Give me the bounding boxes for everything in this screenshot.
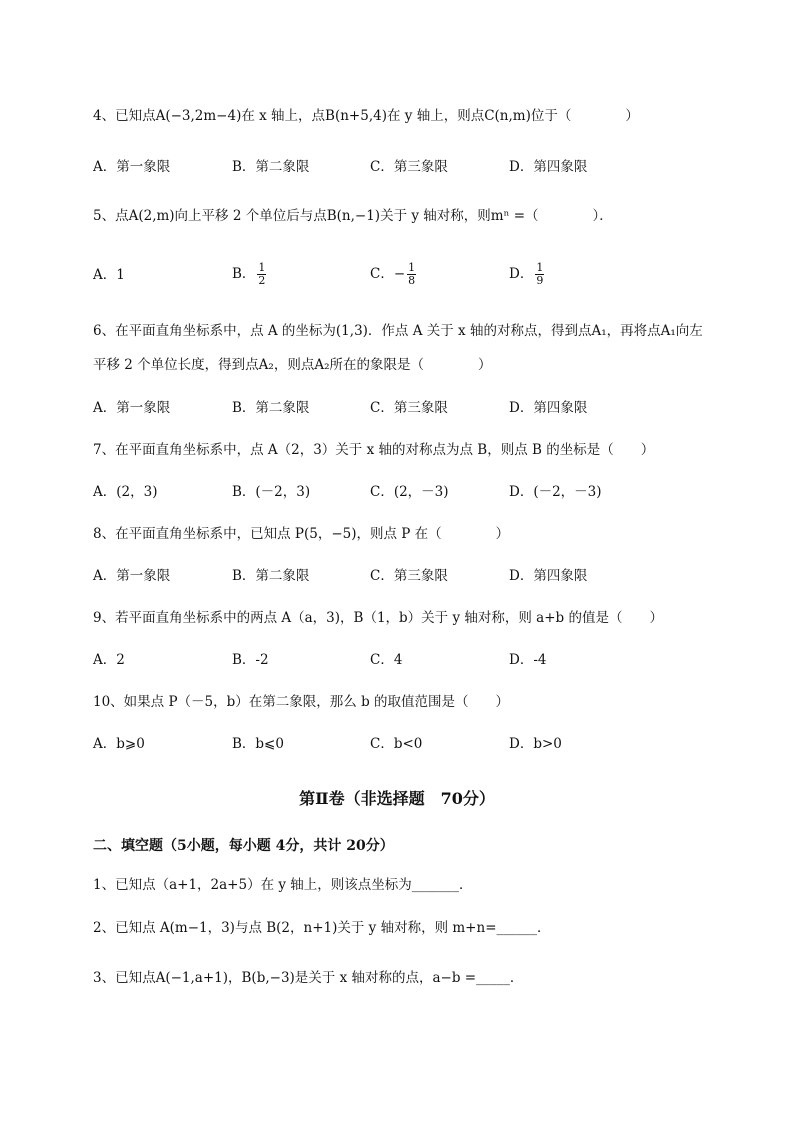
question-6-stem-line-1: 6、在平面直角坐标系中，点 A 的坐标为(1,3)．作点 A 关于 x 轴的对称点，得到点A₁，再将点A₁向左 bbox=[93, 323, 703, 339]
fill-blank-1: 1、已知点（a+1，2a+5）在 y 轴上，则该点坐标为_______． bbox=[93, 877, 473, 893]
option-d: D．(－2，－3) bbox=[509, 484, 602, 500]
question-8-stem: 8、在平面直角坐标系中，已知点 P(5，−5)，则点 P 在（ ） bbox=[93, 526, 510, 542]
option-c bbox=[370, 262, 418, 287]
option-b: B．(－2，3) bbox=[232, 484, 311, 500]
option-c-prefix: C．− bbox=[370, 266, 406, 282]
question-9-options bbox=[93, 651, 693, 671]
fill-blank-3: 3、已知点A(−1,a+1)，B(b,−3)是关于 x 轴对称的点，a−b =_____． bbox=[93, 970, 524, 986]
question-9-stem: 9、若平面直角坐标系中的两点 A（a，3)，B（1，b）关于 y 轴对称，则 a+b 的值是（ ） bbox=[93, 610, 663, 626]
option-a: A．第一象限 bbox=[93, 159, 171, 175]
option-c: C．4 bbox=[370, 652, 403, 668]
fraction-numerator: 1 bbox=[408, 261, 416, 274]
option-d: D．b>0 bbox=[509, 736, 562, 752]
section-heading: 二、填空题（5小题，每小题 4分，共计 20分） bbox=[93, 838, 394, 854]
option-a: A．第一象限 bbox=[93, 568, 171, 584]
option-b: B．b⩽0 bbox=[232, 736, 284, 752]
option-c: C．b<0 bbox=[370, 736, 423, 752]
question-10-options bbox=[93, 735, 693, 755]
option-a: A．1 bbox=[93, 267, 125, 283]
option-c: C．第三象限 bbox=[370, 568, 448, 584]
fraction bbox=[535, 262, 544, 287]
question-6-stem-line-2: 平移 2 个单位长度，得到点A₂，则点A₂所在的象限是（ ） bbox=[93, 357, 492, 373]
fraction bbox=[257, 262, 266, 287]
question-6-options bbox=[93, 399, 693, 419]
fraction-denominator: 8 bbox=[408, 274, 416, 287]
question-10-stem: 10、如果点 P（－5，b）在第二象限，那么 b 的取值范围是（ ） bbox=[93, 694, 510, 710]
option-d: D．第四象限 bbox=[509, 159, 588, 175]
option-c: C．(2，－3) bbox=[370, 484, 449, 500]
option-d: D．-4 bbox=[509, 652, 547, 668]
option-d: D．第四象限 bbox=[509, 568, 588, 584]
option-a: A．2 bbox=[93, 652, 125, 668]
fill-blank-2: 2、已知点 A(m−1，3)与点 B(2，n+1)关于 y 轴对称，则 m+n=______． bbox=[93, 920, 551, 936]
option-b: B．第二象限 bbox=[232, 568, 310, 584]
option-d-prefix: D． bbox=[509, 266, 534, 282]
question-4-options bbox=[93, 158, 693, 178]
option-c: C．第三象限 bbox=[370, 400, 448, 416]
question-7-stem: 7、在平面直角坐标系中，点 A（2，3）关于 x 轴的对称点为点 B，则点 B 的坐标是（ ） bbox=[93, 442, 655, 458]
option-b: B．第二象限 bbox=[232, 400, 310, 416]
fraction bbox=[407, 262, 416, 287]
option-a: A．b⩾0 bbox=[93, 736, 145, 752]
fraction-denominator: 9 bbox=[536, 274, 544, 287]
question-7-options bbox=[93, 483, 693, 503]
question-4-stem: 4、已知点A(−3,2m−4)在 x 轴上，点B(n+5,4)在 y 轴上，则点C(n,m)位于（ ） bbox=[93, 108, 639, 124]
question-5-stem: 5、点A(2,m)向上平移 2 个单位后与点B(n,−1)关于 y 轴对称，则mⁿ =（ ）． bbox=[93, 208, 613, 224]
fraction-numerator: 1 bbox=[258, 261, 266, 274]
option-d bbox=[509, 262, 546, 287]
option-b bbox=[232, 262, 268, 287]
option-a: A．第一象限 bbox=[93, 400, 171, 416]
fraction-numerator: 1 bbox=[536, 261, 544, 274]
fraction-denominator: 2 bbox=[258, 274, 266, 287]
option-b: B．第二象限 bbox=[232, 159, 310, 175]
option-b: B．-2 bbox=[232, 652, 269, 668]
option-d: D．第四象限 bbox=[509, 400, 588, 416]
option-a: A．(2，3) bbox=[93, 484, 158, 500]
question-5-options bbox=[93, 262, 693, 292]
option-c: C．第三象限 bbox=[370, 159, 448, 175]
question-8-options bbox=[93, 567, 693, 587]
section-title: 第Ⅱ卷（非选择题 70分） bbox=[299, 789, 495, 808]
option-b-prefix: B． bbox=[232, 266, 256, 282]
